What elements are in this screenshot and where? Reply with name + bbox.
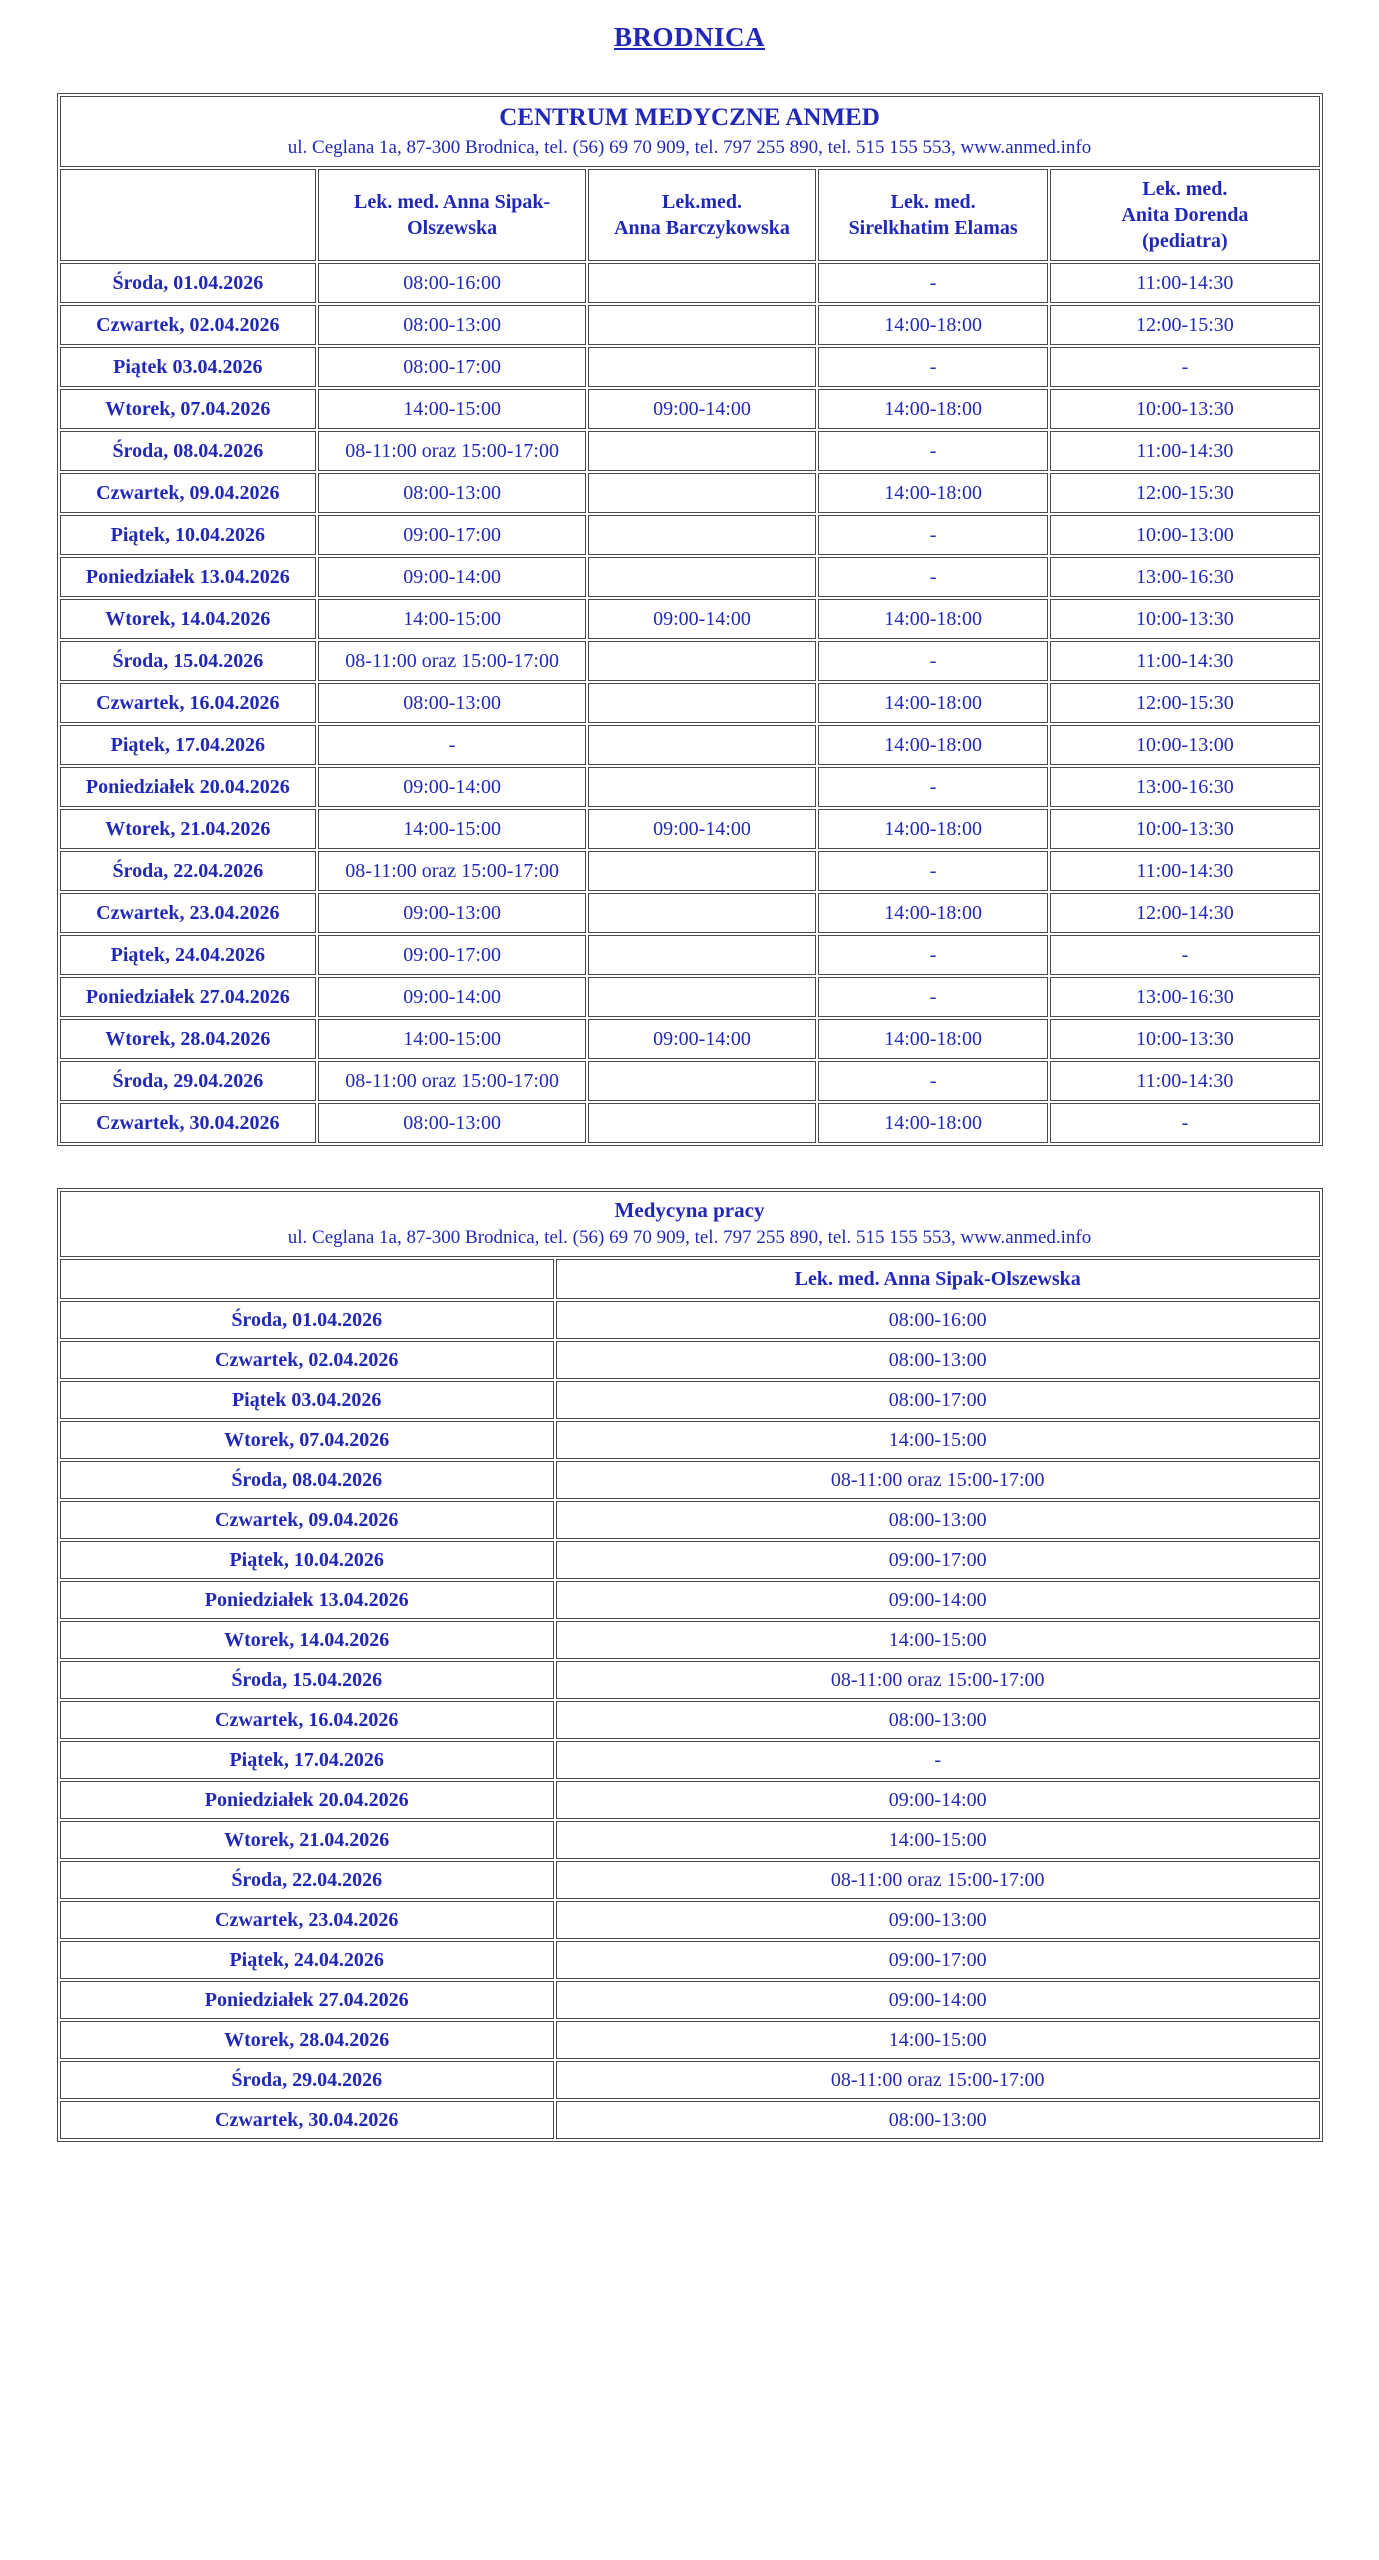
schedule-row [60, 263, 1320, 303]
facility-header-row [60, 96, 1320, 167]
doctor-column-header [1050, 169, 1319, 261]
schedule-row [60, 599, 1320, 639]
schedule-hours-cell: 08-11:00 oraz 15:00-17:00 [318, 641, 586, 681]
schedule-hours-cell: 09:00-14:00 [556, 1981, 1320, 2019]
schedule-hours-cell: 14:00-18:00 [818, 1103, 1048, 1143]
schedule-hours-cell: 10:00-13:30 [1050, 1019, 1319, 1059]
date-cell: Środa, 15.04.2026 [60, 641, 317, 681]
schedule-hours-cell: 14:00-18:00 [818, 809, 1048, 849]
schedule-row [60, 1581, 1320, 1619]
schedule-row [60, 1821, 1320, 1859]
doctor-name-line: Anita Dorenda [1121, 203, 1249, 226]
schedule-hours-cell: - [818, 347, 1048, 387]
date-cell: Środa, 01.04.2026 [60, 263, 317, 303]
schedule-hours-cell: 08-11:00 oraz 15:00-17:00 [556, 2061, 1320, 2099]
schedule-row [60, 977, 1320, 1017]
schedule-hours-cell: 09:00-17:00 [318, 935, 586, 975]
schedule-hours-cell: 08:00-13:00 [318, 473, 586, 513]
schedule-row [60, 1621, 1320, 1659]
corner-cell [60, 1259, 554, 1299]
schedule-hours-cell: 14:00-15:00 [556, 2021, 1320, 2059]
schedule-row [60, 683, 1320, 723]
date-cell: Czwartek, 09.04.2026 [60, 473, 317, 513]
schedule-row [60, 809, 1320, 849]
schedule-hours-cell [588, 851, 816, 891]
schedule-row [60, 557, 1320, 597]
schedule-hours-cell: - [818, 977, 1048, 1017]
schedule-row [60, 1781, 1320, 1819]
schedule-row [60, 1421, 1320, 1459]
doctors-header-row [60, 169, 1320, 261]
schedule-hours-cell: 14:00-18:00 [818, 683, 1048, 723]
schedule-row [60, 1701, 1320, 1739]
schedule-hours-cell: 10:00-13:30 [1050, 809, 1319, 849]
schedule-row [60, 1541, 1320, 1579]
schedule-hours-cell: 11:00-14:30 [1050, 263, 1319, 303]
schedule-row [60, 1341, 1320, 1379]
schedule-row [60, 935, 1320, 975]
schedule-hours-cell: 10:00-13:30 [1050, 389, 1319, 429]
schedule-hours-cell: 14:00-18:00 [818, 305, 1048, 345]
schedule-row [60, 389, 1320, 429]
schedule-hours-cell: 09:00-14:00 [588, 599, 816, 639]
date-cell: Czwartek, 30.04.2026 [60, 2101, 554, 2139]
doctor-column-header [818, 169, 1048, 261]
schedule-hours-cell: 13:00-16:30 [1050, 767, 1319, 807]
doctor-name-line: Lek.med. [662, 190, 742, 213]
schedule-hours-cell: - [818, 557, 1048, 597]
schedule-hours-cell: - [818, 515, 1048, 555]
doctor-name-line: Anna Barczykowska [614, 216, 790, 239]
schedule-hours-cell: 09:00-13:00 [556, 1901, 1320, 1939]
doctor-name-line: Lek. med. [890, 190, 976, 213]
schedule-hours-cell [588, 431, 816, 471]
date-cell: Poniedziałek 20.04.2026 [60, 1781, 554, 1819]
doctors-header-row [60, 1259, 1320, 1299]
schedule-hours-cell: 13:00-16:30 [1050, 557, 1319, 597]
date-cell: Poniedziałek 27.04.2026 [60, 1981, 554, 2019]
date-cell: Piątek, 10.04.2026 [60, 515, 317, 555]
schedule-hours-cell: 14:00-18:00 [818, 473, 1048, 513]
schedule-hours-cell: 09:00-14:00 [556, 1581, 1320, 1619]
date-cell: Czwartek, 30.04.2026 [60, 1103, 317, 1143]
doctor-name-line: Lek. med. [1142, 177, 1228, 200]
schedule-hours-cell [588, 935, 816, 975]
schedule-row [60, 1019, 1320, 1059]
date-cell: Wtorek, 07.04.2026 [60, 389, 317, 429]
date-cell: Czwartek, 09.04.2026 [60, 1501, 554, 1539]
facility-address: ul. Ceglana 1a, 87-300 Brodnica, tel. (56) 69 70 909, tel. 797 255 890, tel. 515 155 553, www.anmed.info [287, 137, 1092, 158]
schedule-hours-cell: 14:00-18:00 [818, 389, 1048, 429]
schedule-hours-cell: - [818, 263, 1048, 303]
doctor-name-line: Sirelkhatim Elamas [848, 216, 1018, 239]
schedule-hours-cell [588, 893, 816, 933]
date-cell: Wtorek, 28.04.2026 [60, 2021, 554, 2059]
schedule-row [60, 431, 1320, 471]
date-cell: Piątek, 17.04.2026 [60, 1741, 554, 1779]
schedule-hours-cell: 08-11:00 oraz 15:00-17:00 [556, 1461, 1320, 1499]
schedule-hours-cell: 09:00-14:00 [318, 977, 586, 1017]
schedule-hours-cell: 08-11:00 oraz 15:00-17:00 [318, 431, 586, 471]
facility-header-row [60, 1191, 1320, 1257]
schedule-hours-cell: 11:00-14:30 [1050, 1061, 1319, 1101]
medycyna-pracy-schedule-body [60, 1301, 1320, 2139]
schedule-hours-cell: 12:00-15:30 [1050, 473, 1319, 513]
schedule-hours-cell: 09:00-14:00 [318, 557, 586, 597]
date-cell: Piątek, 17.04.2026 [60, 725, 317, 765]
medycyna-pracy-schedule-table [57, 1188, 1323, 2142]
schedule-hours-cell: 09:00-14:00 [318, 767, 586, 807]
schedule-hours-cell: 09:00-17:00 [556, 1541, 1320, 1579]
schedule-hours-cell: - [818, 767, 1048, 807]
schedule-row [60, 851, 1320, 891]
schedule-hours-cell: - [556, 1741, 1320, 1779]
schedule-hours-cell: 14:00-15:00 [318, 389, 586, 429]
anmed-schedule-body [60, 263, 1320, 1143]
date-cell: Poniedziałek 20.04.2026 [60, 767, 317, 807]
schedule-hours-cell: 14:00-15:00 [556, 1621, 1320, 1659]
schedule-hours-cell: 10:00-13:00 [1050, 725, 1319, 765]
schedule-hours-cell [588, 977, 816, 1017]
schedule-hours-cell [588, 515, 816, 555]
date-cell: Wtorek, 14.04.2026 [60, 1621, 554, 1659]
schedule-hours-cell: - [818, 935, 1048, 975]
date-cell: Środa, 08.04.2026 [60, 1461, 554, 1499]
doctor-name-line: Lek. med. Anna Sipak-Olszewska [354, 190, 551, 239]
date-cell: Piątek 03.04.2026 [60, 347, 317, 387]
schedule-hours-cell: 08-11:00 oraz 15:00-17:00 [318, 1061, 586, 1101]
schedule-hours-cell: 14:00-18:00 [818, 599, 1048, 639]
schedule-hours-cell: - [1050, 347, 1319, 387]
schedule-hours-cell [588, 263, 816, 303]
facility-header [60, 96, 1320, 167]
schedule-row [60, 2061, 1320, 2099]
schedule-hours-cell: 14:00-15:00 [556, 1421, 1320, 1459]
schedule-hours-cell: 09:00-14:00 [588, 389, 816, 429]
schedule-row [60, 1103, 1320, 1143]
schedule-hours-cell [588, 683, 816, 723]
schedule-hours-cell: 08:00-13:00 [556, 1341, 1320, 1379]
schedule-hours-cell: 08-11:00 oraz 15:00-17:00 [556, 1661, 1320, 1699]
anmed-schedule-table [57, 93, 1323, 1146]
date-cell: Środa, 15.04.2026 [60, 1661, 554, 1699]
schedule-hours-cell: 08:00-13:00 [556, 2101, 1320, 2139]
table-gap [57, 1146, 1323, 1188]
schedule-row [60, 767, 1320, 807]
schedule-hours-cell: 08-11:00 oraz 15:00-17:00 [556, 1861, 1320, 1899]
date-cell: Wtorek, 21.04.2026 [60, 809, 317, 849]
date-cell: Czwartek, 02.04.2026 [60, 305, 317, 345]
schedule-row [60, 641, 1320, 681]
schedule-hours-cell: 08:00-17:00 [318, 347, 586, 387]
schedule-hours-cell: 11:00-14:30 [1050, 641, 1319, 681]
doctor-name-line: Lek. med. Anna Sipak-Olszewska [794, 1267, 1081, 1290]
schedule-hours-cell: - [818, 431, 1048, 471]
schedule-hours-cell: - [818, 851, 1048, 891]
schedule-hours-cell: 09:00-14:00 [556, 1781, 1320, 1819]
date-cell: Piątek 03.04.2026 [60, 1381, 554, 1419]
page-title: BRODNICA [613, 22, 765, 52]
schedule-row [60, 1301, 1320, 1339]
date-cell: Piątek, 24.04.2026 [60, 935, 317, 975]
schedule-row [60, 893, 1320, 933]
schedule-hours-cell: 08:00-13:00 [556, 1701, 1320, 1739]
schedule-hours-cell: 14:00-18:00 [818, 893, 1048, 933]
schedule-hours-cell: - [318, 725, 586, 765]
schedule-hours-cell: 08-11:00 oraz 15:00-17:00 [318, 851, 586, 891]
schedule-hours-cell: 14:00-15:00 [318, 1019, 586, 1059]
schedule-hours-cell [588, 1103, 816, 1143]
date-cell: Poniedziałek 13.04.2026 [60, 557, 317, 597]
schedule-hours-cell: 08:00-13:00 [318, 683, 586, 723]
facility-title: CENTRUM MEDYCZNE ANMED [499, 104, 880, 131]
schedule-hours-cell: 08:00-13:00 [556, 1501, 1320, 1539]
date-cell: Środa, 08.04.2026 [60, 431, 317, 471]
schedule-hours-cell: 14:00-15:00 [556, 1821, 1320, 1859]
date-cell: Wtorek, 28.04.2026 [60, 1019, 317, 1059]
date-cell: Wtorek, 14.04.2026 [60, 599, 317, 639]
schedule-hours-cell: 09:00-14:00 [588, 1019, 816, 1059]
schedule-row [60, 305, 1320, 345]
date-cell: Czwartek, 16.04.2026 [60, 1701, 554, 1739]
facility-title: Medycyna pracy [614, 1197, 765, 1222]
schedule-hours-cell: 09:00-17:00 [318, 515, 586, 555]
schedule-hours-cell [588, 725, 816, 765]
schedule-hours-cell: 10:00-13:00 [1050, 515, 1319, 555]
schedule-hours-cell: 09:00-13:00 [318, 893, 586, 933]
schedule-row [60, 1901, 1320, 1939]
doctor-column-header [556, 1259, 1320, 1299]
date-cell: Piątek, 10.04.2026 [60, 1541, 554, 1579]
schedule-row [60, 1941, 1320, 1979]
schedule-hours-cell: - [1050, 935, 1319, 975]
schedule-hours-cell: 12:00-15:30 [1050, 683, 1319, 723]
schedule-row [60, 1981, 1320, 2019]
date-cell: Środa, 29.04.2026 [60, 2061, 554, 2099]
schedule-hours-cell [588, 347, 816, 387]
schedule-hours-cell: 10:00-13:30 [1050, 599, 1319, 639]
schedule-hours-cell: 09:00-14:00 [588, 809, 816, 849]
schedule-hours-cell: 14:00-18:00 [818, 725, 1048, 765]
date-cell: Czwartek, 23.04.2026 [60, 893, 317, 933]
schedule-row [60, 2101, 1320, 2139]
date-cell: Piątek, 24.04.2026 [60, 1941, 554, 1979]
schedule-hours-cell: 13:00-16:30 [1050, 977, 1319, 1017]
schedule-hours-cell [588, 767, 816, 807]
schedule-hours-cell [588, 557, 816, 597]
schedule-hours-cell: - [818, 1061, 1048, 1101]
schedule-hours-cell: 11:00-14:30 [1050, 851, 1319, 891]
schedule-hours-cell: 08:00-16:00 [556, 1301, 1320, 1339]
facility-address: ul. Ceglana 1a, 87-300 Brodnica, tel. (56) 69 70 909, tel. 797 255 890, tel. 515 155 553, www.anmed.info [287, 1226, 1092, 1248]
schedule-row [60, 1501, 1320, 1539]
date-cell: Wtorek, 07.04.2026 [60, 1421, 554, 1459]
schedule-hours-cell: 14:00-15:00 [318, 809, 586, 849]
schedule-row [60, 1061, 1320, 1101]
schedule-hours-cell: 08:00-13:00 [318, 1103, 586, 1143]
corner-cell [60, 169, 317, 261]
date-cell: Środa, 01.04.2026 [60, 1301, 554, 1339]
schedule-row [60, 347, 1320, 387]
date-cell: Czwartek, 16.04.2026 [60, 683, 317, 723]
doctor-column-header [318, 169, 586, 261]
schedule-row [60, 1861, 1320, 1899]
facility-header [60, 1191, 1320, 1257]
schedule-row [60, 2021, 1320, 2059]
doctor-column-header [588, 169, 816, 261]
schedule-row [60, 473, 1320, 513]
date-cell: Czwartek, 02.04.2026 [60, 1341, 554, 1379]
date-cell: Środa, 29.04.2026 [60, 1061, 317, 1101]
schedule-hours-cell: - [818, 641, 1048, 681]
doctor-name-line: (pediatra) [1142, 229, 1228, 252]
schedule-hours-cell [588, 1061, 816, 1101]
schedule-row [60, 1381, 1320, 1419]
schedule-hours-cell: 08:00-17:00 [556, 1381, 1320, 1419]
schedule-row [60, 515, 1320, 555]
schedule-hours-cell [588, 305, 816, 345]
date-cell: Środa, 22.04.2026 [60, 1861, 554, 1899]
schedule-hours-cell: - [1050, 1103, 1319, 1143]
date-cell: Wtorek, 21.04.2026 [60, 1821, 554, 1859]
schedule-hours-cell: 08:00-16:00 [318, 263, 586, 303]
date-cell: Poniedziałek 27.04.2026 [60, 977, 317, 1017]
schedule-hours-cell: 09:00-17:00 [556, 1941, 1320, 1979]
date-cell: Poniedziałek 13.04.2026 [60, 1581, 554, 1619]
schedule-hours-cell: 14:00-18:00 [818, 1019, 1048, 1059]
schedule-row [60, 1741, 1320, 1779]
schedule-row [60, 1461, 1320, 1499]
date-cell: Środa, 22.04.2026 [60, 851, 317, 891]
schedule-hours-cell: 08:00-13:00 [318, 305, 586, 345]
schedule-row [60, 725, 1320, 765]
date-cell: Czwartek, 23.04.2026 [60, 1901, 554, 1939]
schedule-row [60, 1661, 1320, 1699]
schedule-hours-cell: 12:00-14:30 [1050, 893, 1319, 933]
schedule-page [57, 0, 1323, 2182]
schedule-hours-cell: 11:00-14:30 [1050, 431, 1319, 471]
schedule-hours-cell: 14:00-15:00 [318, 599, 586, 639]
schedule-hours-cell: 12:00-15:30 [1050, 305, 1319, 345]
schedule-hours-cell [588, 641, 816, 681]
schedule-hours-cell [588, 473, 816, 513]
